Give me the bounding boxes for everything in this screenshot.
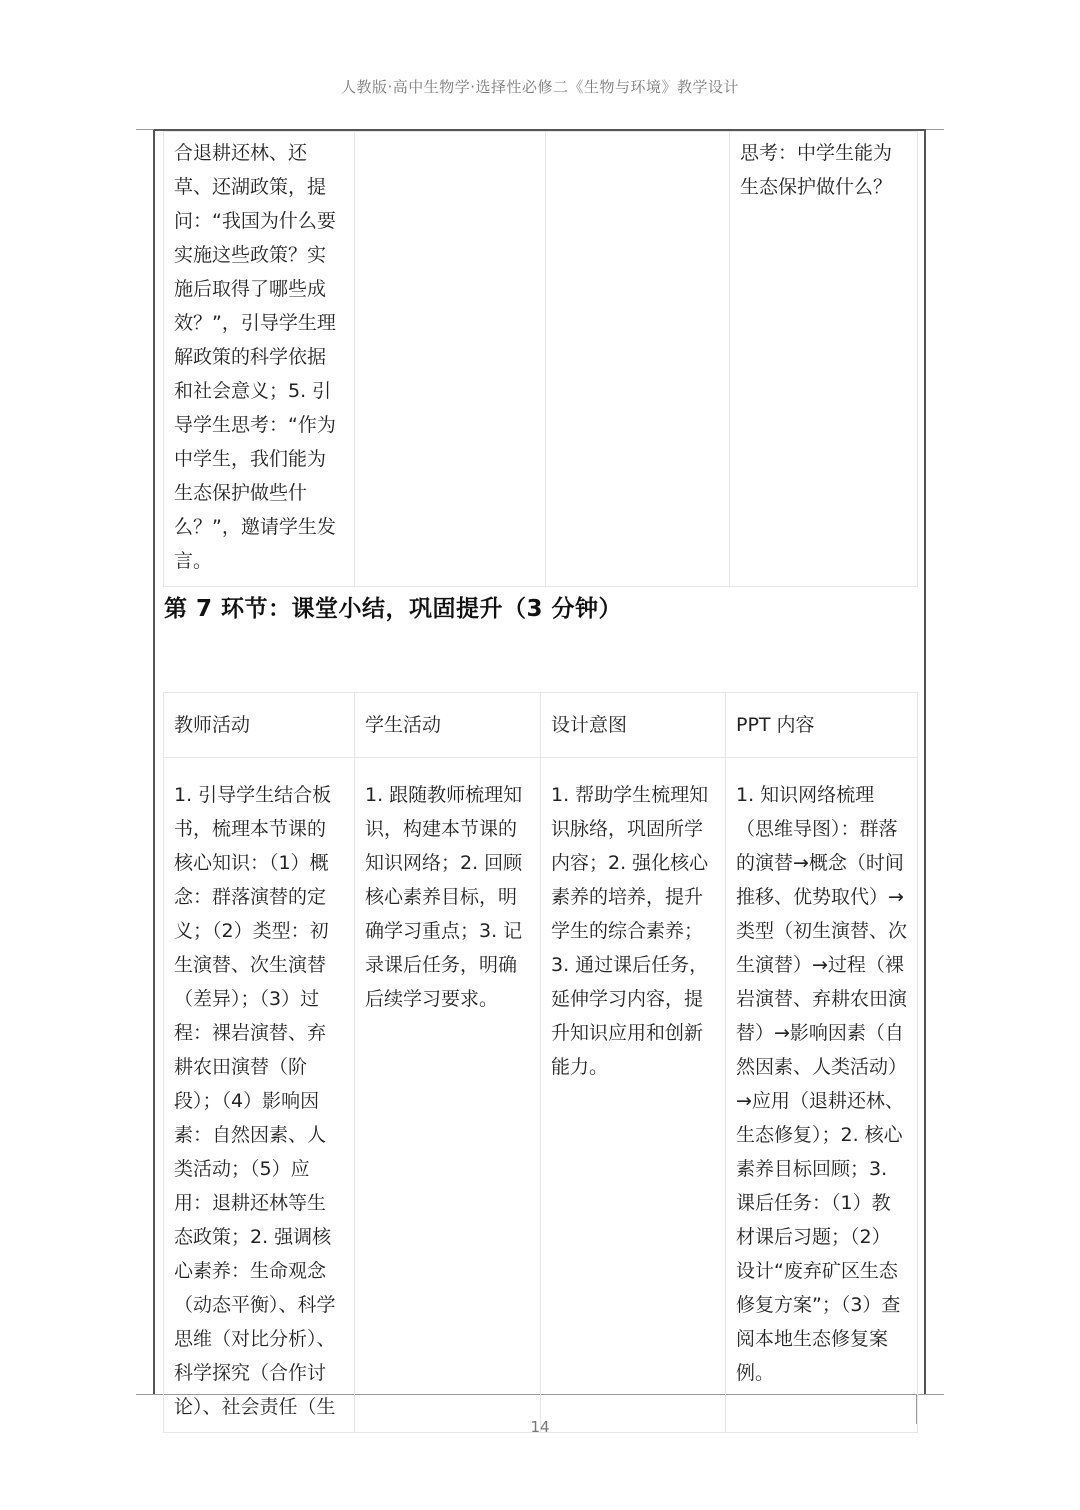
document-header: 人教版·高中生物学·选择性必修二《生物与环境》教学设计	[340, 78, 740, 96]
page-number: 14	[530, 1418, 550, 1436]
ppt-content-cell: 思考：中学生能为生态保护做什么？	[730, 132, 918, 587]
crop-mark	[926, 129, 944, 130]
column-header: 教师活动	[164, 693, 355, 758]
table-row	[164, 132, 918, 587]
table-row	[164, 758, 918, 1433]
design-intent-cell	[546, 132, 730, 587]
crop-mark	[136, 129, 154, 130]
student-activity-cell	[355, 132, 546, 587]
summary-activity-table	[163, 692, 918, 1433]
section-title: 第 7 环节：课堂小结，巩固提升（3 分钟）	[164, 596, 623, 622]
ppt-content-cell: 1. 知识网络梳理（思维导图）：群落的演替→概念（时间推移、优势取代）→类型（初生演替、次生演替）→过程（裸岩演替、弃耕农田演替）→影响因素（自然因素、人类活动）→应用（退耕还林、生态修复）；2. 核心素养目标回顾；3. 课后任务：（1）教材课后习题；（2）设计“废弃矿区生态修复方案”；（3）查阅本地生态修复案例。	[726, 758, 918, 1433]
student-activity-cell: 1. 跟随教师梳理知识，构建本节课的知识网络；2. 回顾核心素养目标，明确学习重点；3. 记录课后任务，明确后续学习要求。	[355, 758, 541, 1433]
column-header: PPT 内容	[726, 693, 918, 758]
teacher-activity-cell: 合退耕还林、还草、还湖政策，提问：“我国为什么要实施这些政策？实施后取得了哪些成效？”，引导学生理解政策的科学依据和社会意义；5. 引导学生思考：“作为中学生，我们能为生态保护做些什么？”，邀请学生发言。	[164, 132, 355, 587]
continued-activity-table	[163, 131, 918, 587]
column-header: 设计意图	[541, 693, 726, 758]
column-header: 学生活动	[355, 693, 541, 758]
design-intent-cell: 1. 帮助学生梳理知识脉络，巩固所学内容；2. 强化核心素养的培养，提升学生的综合素养；3. 通过课后任务，延伸学习内容，提升知识应用和创新能力。	[541, 758, 726, 1433]
table-header-row	[164, 693, 918, 758]
teacher-activity-cell: 1. 引导学生结合板书，梳理本节课的核心知识：（1）概念：群落演替的定义；（2）类型：初生演替、次生演替（差异）；（3）过程：裸岩演替、弃耕农田演替（阶段）；（4）影响因素：自然因素、人类活动；（5）应用：退耕还林等生态政策；2. 强调核心素养：生命观念（动态平衡）、科学思维（对比分析）、科学探究（合作讨论）、社会责任（生	[164, 758, 355, 1433]
